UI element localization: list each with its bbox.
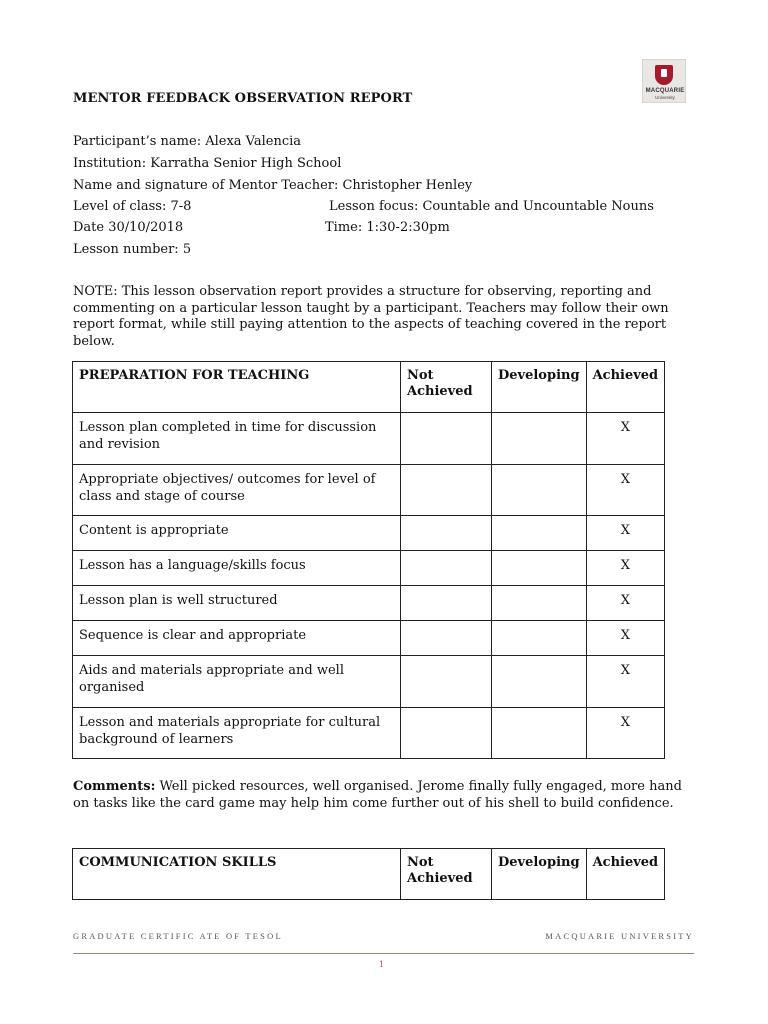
developing-cell <box>492 551 587 586</box>
table-header-row <box>73 849 665 900</box>
achieved-cell: X <box>586 621 665 656</box>
section-heading-communication: COMMUNICATION SKILLS <box>73 849 401 900</box>
column-achieved: Achieved <box>586 362 665 413</box>
developing-cell <box>492 586 587 621</box>
not-achieved-cell <box>401 413 492 465</box>
developing-cell <box>492 621 587 656</box>
footer-divider <box>73 953 694 954</box>
column-not-achieved: Not Achieved <box>401 849 492 900</box>
macquarie-logo <box>642 59 686 103</box>
mentor-teacher: Name and signature of Mentor Teacher: Christopher Henley <box>73 178 473 193</box>
developing-cell <box>492 656 587 708</box>
logo-subtitle: University <box>655 95 675 100</box>
participant-name: Participant’s name: Alexa Valencia <box>73 134 302 149</box>
criterion-label: Lesson plan completed in time for discussion and revision <box>73 413 401 465</box>
not-achieved-cell <box>401 516 492 551</box>
lesson-time: Time: 1:30-2:30pm <box>325 220 450 235</box>
achieved-cell: X <box>586 413 665 465</box>
developing-cell <box>492 708 587 759</box>
column-developing: Developing <box>492 849 587 900</box>
achieved-cell: X <box>586 708 665 759</box>
report-title: MENTOR FEEDBACK OBSERVATION REPORT <box>73 91 413 106</box>
communication-table <box>72 848 665 900</box>
achieved-cell: X <box>586 516 665 551</box>
column-developing: Developing <box>492 362 587 413</box>
shield-icon <box>655 65 673 85</box>
table-row <box>73 551 665 586</box>
table-row <box>73 516 665 551</box>
lesson-date: Date 30/10/2018 <box>73 220 184 235</box>
criterion-label: Sequence is clear and appropriate <box>73 621 401 656</box>
not-achieved-cell <box>401 586 492 621</box>
comments-label: Comments: <box>73 779 156 794</box>
achieved-cell: X <box>586 656 665 708</box>
not-achieved-cell <box>401 656 492 708</box>
table-row <box>73 465 665 516</box>
note-paragraph: NOTE: This lesson observation report provides a structure for observing, reporting and commenting on a particular lesson taught by a participant. Teachers may follow their own report format, while still paying attention to the aspects of teaching covered in the report below. <box>73 284 669 349</box>
criterion-label: Lesson and materials appropriate for cultural background of learners <box>73 708 401 759</box>
not-achieved-cell <box>401 465 492 516</box>
criterion-label: Lesson has a language/skills focus <box>73 551 401 586</box>
table-row <box>73 413 665 465</box>
preparation-table <box>72 361 665 759</box>
not-achieved-cell <box>401 551 492 586</box>
criterion-label: Content is appropriate <box>73 516 401 551</box>
lesson-focus: Lesson focus: Countable and Uncountable Nouns <box>329 199 654 214</box>
section-heading-preparation: PREPARATION FOR TEACHING <box>73 362 401 413</box>
criterion-label: Appropriate objectives/ outcomes for level of class and stage of course <box>73 465 401 516</box>
footer-university-name: MACQUARIE UNIVERSITY <box>545 931 694 941</box>
not-achieved-cell <box>401 621 492 656</box>
developing-cell <box>492 516 587 551</box>
developing-cell <box>492 413 587 465</box>
comments-text: Well picked resources, well organised. Jerome finally fully engaged, more hand on tasks like the card game may help him come further out of his shell to build confidence. <box>73 779 682 811</box>
developing-cell <box>492 465 587 516</box>
table-header-row <box>73 362 665 413</box>
achieved-cell: X <box>586 551 665 586</box>
institution: Institution: Karratha Senior High School <box>73 156 342 171</box>
achieved-cell: X <box>586 465 665 516</box>
table-row <box>73 708 665 759</box>
column-achieved: Achieved <box>586 849 665 900</box>
footer-course-name: GRADUATE CERTIFIC ATE OF TESOL <box>73 931 283 941</box>
criterion-label: Lesson plan is well structured <box>73 586 401 621</box>
criterion-label: Aids and materials appropriate and well organised <box>73 656 401 708</box>
column-not-achieved: Not Achieved <box>401 362 492 413</box>
not-achieved-cell <box>401 708 492 759</box>
logo-name: MACQUARIE <box>645 88 685 94</box>
comments-paragraph <box>73 779 693 812</box>
table-row <box>73 586 665 621</box>
table-row <box>73 656 665 708</box>
class-level: Level of class: 7-8 <box>73 199 192 214</box>
achieved-cell: X <box>586 586 665 621</box>
lesson-number: Lesson number: 5 <box>73 242 192 257</box>
page-number: 1 <box>379 960 385 969</box>
table-row <box>73 621 665 656</box>
